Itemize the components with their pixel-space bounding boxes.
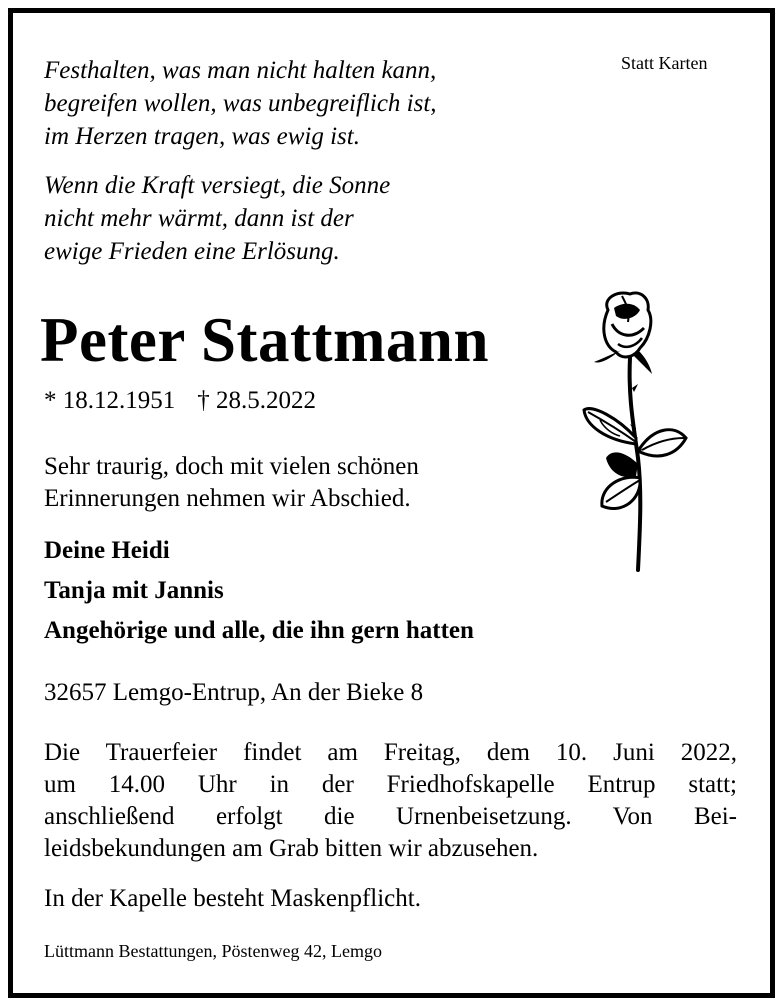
poem-line: Wenn die Kraft versiegt, die Sonne bbox=[44, 172, 391, 199]
rose-icon bbox=[578, 288, 690, 574]
funeral-home: Lüttmann Bestattungen, Pöstenweg 42, Lemgo bbox=[44, 941, 382, 961]
deceased-name: Peter Stattmann bbox=[40, 305, 489, 375]
mourning-text bbox=[44, 451, 419, 515]
mourning-line: Erinnerungen nehmen wir Abschied. bbox=[44, 485, 411, 512]
poem-line: Festhalten, was man nicht halten kann, bbox=[44, 57, 437, 84]
mask-notice: In der Kapelle besteht Maskenpflicht. bbox=[44, 885, 421, 912]
family-address: 32657 Lemgo-Entrup, An der Bieke 8 bbox=[44, 679, 424, 706]
poem-line: nicht mehr wärmt, dann ist der bbox=[44, 205, 354, 232]
service-line: leidsbekundungen am Grab bitten wir abzusehen. bbox=[44, 835, 539, 862]
poem-stanza-1 bbox=[44, 54, 437, 153]
statt-karten-label: Statt Karten bbox=[621, 53, 708, 73]
poem-line: begreifen wollen, was unbegreiflich ist, bbox=[44, 90, 437, 117]
poem-line: ewige Frieden eine Erlösung. bbox=[44, 238, 340, 265]
family-signatures bbox=[44, 531, 474, 651]
life-dates bbox=[44, 387, 316, 415]
mourning-line: Sehr traurig, doch mit vielen schönen bbox=[44, 453, 419, 480]
service-line: Die Trauerfeier findet am Freitag, dem 10. Juni 2022, bbox=[44, 739, 737, 766]
death-date: † 28.5.2022 bbox=[197, 387, 316, 414]
service-text bbox=[44, 737, 737, 865]
poem-stanza-2 bbox=[44, 169, 390, 268]
family-line: Angehörige und alle, die ihn gern hatten bbox=[44, 617, 474, 644]
service-line: anschließend erfolgt die Urnenbeisetzung. Von Bei- bbox=[44, 803, 737, 830]
service-line: um 14.00 Uhr in der Friedhofskapelle Entrup statt; bbox=[44, 771, 737, 798]
family-line: Tanja mit Jannis bbox=[44, 577, 224, 604]
birth-date: * 18.12.1951 bbox=[44, 387, 176, 414]
poem-line: im Herzen tragen, was ewig ist. bbox=[44, 123, 360, 150]
family-line: Deine Heidi bbox=[44, 537, 170, 564]
